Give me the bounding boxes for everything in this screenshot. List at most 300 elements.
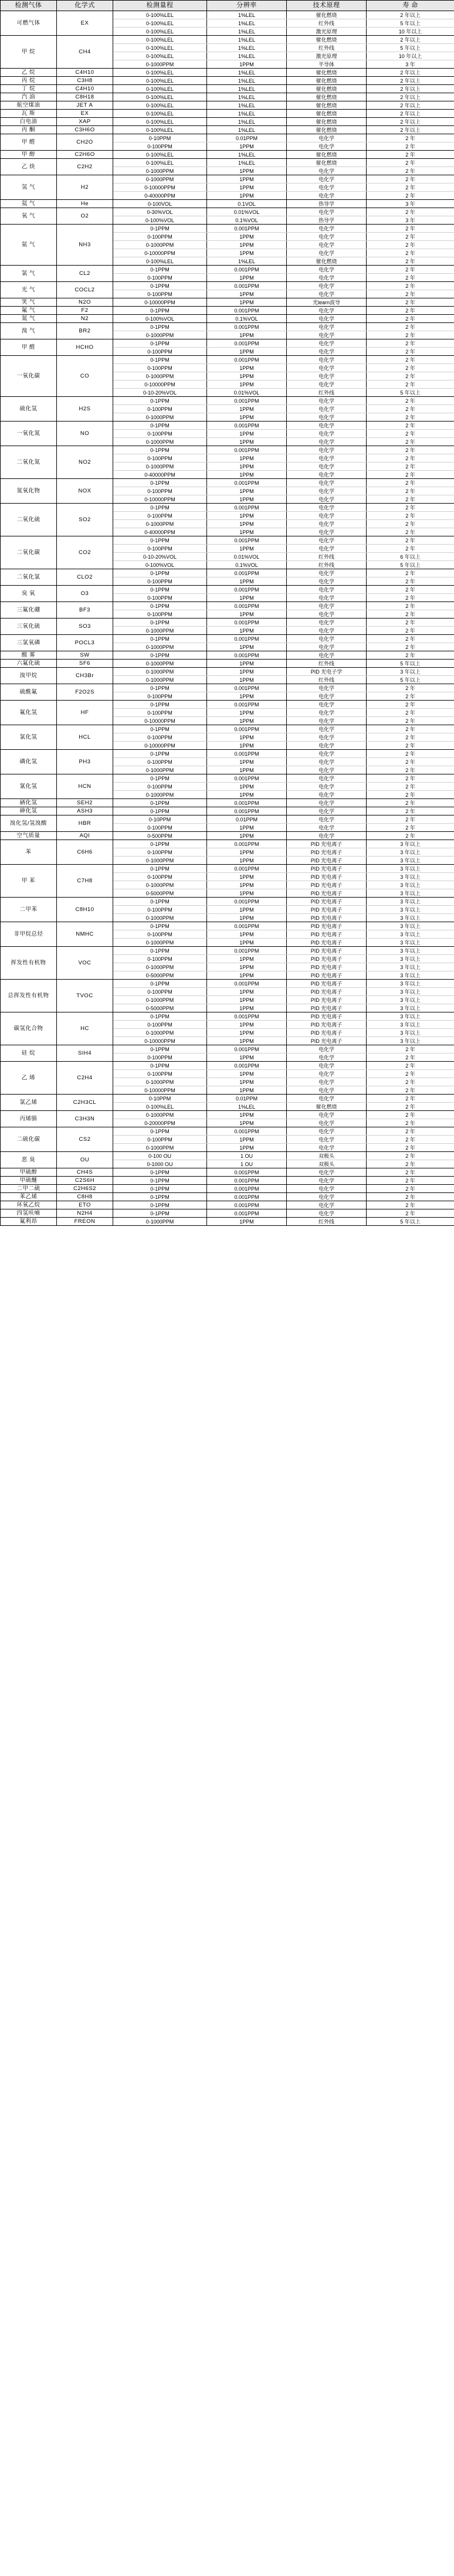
cell-technology: 电化学 [287, 799, 367, 807]
cell-technology: 激光原理 [287, 28, 367, 36]
cell-resolution: 1%LEL [207, 77, 287, 85]
cell-life: 2 年 [367, 545, 454, 553]
cell-life: 2 年 [367, 274, 454, 282]
cell-resolution: 1%LEL [207, 159, 287, 167]
cell-resolution: 1%LEL [207, 36, 287, 44]
cell-life: 2 年 [367, 225, 454, 233]
cell-resolution: 1PPM [207, 1004, 287, 1012]
table-row [1, 323, 454, 331]
cell-resolution: 1PPM [207, 643, 287, 651]
cell-gas-name: 硫化氢 [1, 397, 57, 422]
cell-technology: 电化学 [287, 1095, 367, 1103]
cell-range: 0-40000PPM [113, 528, 207, 536]
cell-technology: PID 光电离子 [287, 865, 367, 873]
cell-range: 0-100PPM [113, 988, 207, 996]
cell-life: 2 年 [367, 1070, 454, 1078]
cell-chemical-formula: PH3 [57, 750, 113, 774]
cell-range: 0-40000PPM [113, 192, 207, 200]
cell-gas-name: 一氧化氮 [1, 422, 57, 446]
cell-resolution: 0.001PPM [207, 339, 287, 348]
cell-chemical-formula: CH4S [57, 1168, 113, 1177]
column-header-gas: 检测气体 [1, 1, 57, 11]
cell-life: 2 年 [367, 356, 454, 364]
table-row [1, 865, 454, 873]
cell-resolution: 1 OU [207, 1160, 287, 1168]
cell-gas-name: 航空煤油 [1, 101, 57, 110]
cell-technology: PID 光电离子 [287, 840, 367, 848]
cell-range: 0-1000PPM [113, 463, 207, 471]
cell-life: 3 年以上 [367, 930, 454, 939]
cell-range: 0-100%LEL [113, 36, 207, 44]
cell-range: 0-100%LEL [113, 257, 207, 266]
cell-resolution: 1PPM [207, 627, 287, 635]
cell-resolution: 1PPM [207, 495, 287, 504]
cell-resolution: 0.001PPM [207, 1193, 287, 1201]
cell-range: 0-100PPM [113, 692, 207, 701]
cell-resolution: 1PPM [207, 857, 287, 865]
cell-resolution: 1%LEL [207, 52, 287, 60]
cell-technology: 红外线 [287, 389, 367, 397]
cell-life: 2 年 [367, 799, 454, 807]
cell-resolution: 1PPM [207, 192, 287, 200]
gas-sensor-spec-table [0, 0, 454, 1226]
cell-resolution: 1PPM [207, 660, 287, 668]
cell-life: 2 年 [367, 463, 454, 471]
cell-range: 0-100%VOL [113, 561, 207, 569]
cell-life: 3 年以上 [367, 914, 454, 922]
cell-range: 0-1PPM [113, 799, 207, 807]
cell-range: 0-5000PPM [113, 889, 207, 898]
cell-technology: 电化学 [287, 627, 367, 635]
cell-technology: PID 光电离子 [287, 889, 367, 898]
cell-resolution: 1%LEL [207, 44, 287, 52]
table-row [1, 1218, 454, 1226]
cell-life: 3 年以上 [367, 873, 454, 881]
cell-resolution: 1PPM [207, 528, 287, 536]
cell-resolution: 1%LEL [207, 101, 287, 110]
cell-range: 0-20000PPM [113, 1119, 207, 1127]
cell-technology: 电化学 [287, 1193, 367, 1201]
cell-range: 0-100PPM [113, 1021, 207, 1029]
cell-life: 2 年以上 [367, 85, 454, 93]
cell-life: 2 年 [367, 241, 454, 249]
cell-chemical-formula: EX [57, 11, 113, 36]
cell-range: 0-100%LEL [113, 151, 207, 159]
cell-life: 2 年以上 [367, 101, 454, 110]
cell-life: 2 年 [367, 602, 454, 610]
cell-range: 0-100%LEL [113, 118, 207, 126]
cell-life: 2 年 [367, 1152, 454, 1160]
cell-life: 2 年 [367, 1168, 454, 1177]
cell-resolution: 0.001PPM [207, 774, 287, 783]
cell-life: 2 年以上 [367, 126, 454, 134]
cell-gas-name: 总挥发性有机物 [1, 980, 57, 1012]
cell-technology: 催化燃烧 [287, 101, 367, 110]
cell-life: 3 年以上 [367, 939, 454, 947]
cell-range: 0-100PPM [113, 610, 207, 618]
cell-range: 0-1PPM [113, 898, 207, 906]
cell-resolution: 1PPM [207, 889, 287, 898]
cell-resolution: 1%LEL [207, 110, 287, 118]
column-header-resolution: 分辨率 [207, 1, 287, 11]
table-row [1, 1062, 454, 1070]
cell-range: 0-1000PPM [113, 1144, 207, 1152]
cell-technology: 电化学 [287, 725, 367, 733]
cell-range: 0-1000PPM [113, 627, 207, 635]
cell-technology: 电化学 [287, 651, 367, 660]
cell-resolution: 1PPM [207, 512, 287, 520]
cell-range: 0-100%LEL [113, 1103, 207, 1111]
cell-resolution: 1PPM [207, 142, 287, 151]
cell-technology: 电化学 [287, 1111, 367, 1119]
cell-range: 0-1PPM [113, 479, 207, 487]
cell-resolution: 0.001PPM [207, 1209, 287, 1218]
table-row [1, 980, 454, 988]
cell-chemical-formula: C2H4 [57, 1062, 113, 1095]
cell-resolution: 1PPM [207, 742, 287, 750]
cell-gas-name: 碳氢化合物 [1, 1012, 57, 1045]
cell-resolution: 1PPM [207, 610, 287, 618]
cell-life: 2 年 [367, 192, 454, 200]
cell-chemical-formula: CH4 [57, 36, 113, 69]
cell-chemical-formula: C3H6O [57, 126, 113, 134]
cell-resolution: 0.01%VOL [207, 389, 287, 397]
cell-technology: 电化学 [287, 430, 367, 438]
cell-range: 0-1000PPM [113, 520, 207, 528]
cell-life: 3 年以上 [367, 857, 454, 865]
cell-life: 2 年 [367, 742, 454, 750]
cell-technology: 电化学 [287, 1209, 367, 1218]
cell-range: 0-1PPM [113, 651, 207, 660]
cell-life: 2 年 [367, 610, 454, 618]
cell-technology: 电化学 [287, 446, 367, 454]
cell-life: 2 年 [367, 405, 454, 413]
cell-resolution: 0.001PPM [207, 479, 287, 487]
cell-resolution: 1PPM [207, 463, 287, 471]
cell-chemical-formula: C4H10 [57, 85, 113, 93]
table-row [1, 77, 454, 85]
cell-chemical-formula: HCHO [57, 339, 113, 356]
cell-life: 2 年 [367, 709, 454, 717]
cell-resolution: 1PPM [207, 520, 287, 528]
cell-gas-name: 酸 雾 [1, 651, 57, 660]
cell-life: 2 年 [367, 339, 454, 348]
cell-chemical-formula: NO2 [57, 446, 113, 479]
cell-resolution: 0.001PPM [207, 947, 287, 955]
cell-range: 0-100%LEL [113, 101, 207, 110]
cell-life: 2 年 [367, 1078, 454, 1086]
cell-gas-name: 乙 烷 [1, 69, 57, 77]
cell-resolution: 1PPM [207, 848, 287, 857]
table-row [1, 1168, 454, 1177]
cell-resolution: 1PPM [207, 380, 287, 389]
cell-range: 0-1PPM [113, 1168, 207, 1177]
cell-range: 0-1000PPM [113, 438, 207, 446]
cell-range: 0-100PPM [113, 430, 207, 438]
cell-resolution: 1%LEL [207, 11, 287, 19]
cell-range: 0-1PPM [113, 1127, 207, 1136]
cell-life: 2 年 [367, 487, 454, 495]
cell-life: 3 年以上 [367, 898, 454, 906]
cell-life: 2 年 [367, 684, 454, 692]
cell-range: 0-100PPM [113, 274, 207, 282]
cell-resolution: 0.01%VOL [207, 208, 287, 216]
cell-range: 0-1000PPM [113, 167, 207, 175]
cell-gas-name: 氟 气 [1, 307, 57, 315]
cell-technology: 电化学 [287, 733, 367, 742]
cell-gas-name: 甲 苯 [1, 865, 57, 898]
cell-technology: PID 光电离子 [287, 955, 367, 963]
table-row [1, 151, 454, 159]
cell-technology: 红外线 [287, 44, 367, 52]
cell-range: 0-100PPM [113, 783, 207, 791]
cell-chemical-formula: C3H8 [57, 77, 113, 85]
cell-range: 0-1000PPM [113, 914, 207, 922]
cell-chemical-formula: NH3 [57, 225, 113, 266]
cell-chemical-formula: CH3Br [57, 668, 113, 684]
cell-technology: 红外线 [287, 19, 367, 28]
cell-technology: PID 光电离子 [287, 939, 367, 947]
cell-life: 2 年 [367, 766, 454, 774]
cell-resolution: 0.001PPM [207, 1168, 287, 1177]
cell-range: 0-1000PPM [113, 963, 207, 971]
cell-gas-name: 甲硫醇 [1, 1168, 57, 1177]
cell-resolution: 1PPM [207, 1136, 287, 1144]
cell-technology: 红外线 [287, 561, 367, 569]
cell-gas-name: 臭 氧 [1, 586, 57, 602]
cell-technology: 电化学 [287, 618, 367, 627]
table-row [1, 1201, 454, 1209]
cell-technology: PID 光电离子 [287, 922, 367, 930]
cell-life: 2 年 [367, 1193, 454, 1201]
cell-resolution: 0.001PPM [207, 807, 287, 815]
cell-life: 2 年 [367, 397, 454, 405]
cell-range: 0-1PPM [113, 947, 207, 955]
cell-life: 3 年以上 [367, 668, 454, 676]
cell-gas-name: 氰化氢 [1, 774, 57, 799]
cell-gas-name: 砷化氢 [1, 807, 57, 815]
cell-resolution: 0.001PPM [207, 282, 287, 290]
cell-technology: 催化燃烧 [287, 93, 367, 101]
cell-life: 3 年以上 [367, 889, 454, 898]
cell-range: 0-1000PPM [113, 996, 207, 1004]
cell-gas-name: 笑 气 [1, 298, 57, 307]
cell-technology: PID 光电离子 [287, 1021, 367, 1029]
cell-range: 0-10000PPM [113, 742, 207, 750]
cell-chemical-formula: N2O [57, 298, 113, 307]
table-row [1, 807, 454, 815]
cell-chemical-formula: C4H10 [57, 69, 113, 77]
cell-resolution: 1PPM [207, 438, 287, 446]
cell-range: 0-40000PPM [113, 471, 207, 479]
cell-gas-name: 甲 醛 [1, 339, 57, 356]
cell-range: 0-100PPM [113, 594, 207, 602]
cell-technology: 电化学 [287, 380, 367, 389]
cell-life: 2 年 [367, 430, 454, 438]
cell-range: 0-1PPM [113, 1209, 207, 1218]
cell-life: 2 年 [367, 298, 454, 307]
cell-resolution: 0.1%VOL [207, 315, 287, 323]
cell-resolution: 0.01PPM [207, 815, 287, 824]
cell-technology: 电化学 [287, 742, 367, 750]
cell-technology: PID 光电离子 [287, 963, 367, 971]
cell-technology: 电化学 [287, 1136, 367, 1144]
cell-technology: 电化学 [287, 774, 367, 783]
cell-resolution: 0.001PPM [207, 980, 287, 988]
cell-technology: 电化学 [287, 274, 367, 282]
cell-range: 0-100PPM [113, 454, 207, 463]
cell-chemical-formula: ETO [57, 1201, 113, 1209]
cell-technology: PID 光电离子 [287, 906, 367, 914]
cell-technology: 热导学 [287, 200, 367, 208]
cell-gas-name: 二氧化碳 [1, 536, 57, 569]
cell-resolution: 1PPM [207, 758, 287, 766]
cell-chemical-formula: JET A [57, 101, 113, 110]
cell-resolution: 1PPM [207, 963, 287, 971]
cell-chemical-formula: CH2O [57, 134, 113, 151]
cell-gas-name: 六氟化硫 [1, 660, 57, 668]
cell-chemical-formula: C2H6O [57, 151, 113, 159]
cell-technology: 电化学 [287, 1078, 367, 1086]
cell-range: 0-100PPM [113, 512, 207, 520]
table-row [1, 315, 454, 323]
cell-resolution: 0.001PPM [207, 651, 287, 660]
cell-gas-name: 氟化氢 [1, 701, 57, 725]
cell-technology: 电化学 [287, 307, 367, 315]
cell-resolution: 0.1%VOL [207, 561, 287, 569]
cell-life: 2 年 [367, 520, 454, 528]
cell-resolution: 0.001PPM [207, 1062, 287, 1070]
cell-gas-name: 氯化氢 [1, 725, 57, 750]
cell-range: 0-1PPM [113, 504, 207, 512]
cell-resolution: 0.001PPM [207, 618, 287, 627]
cell-range: 0-100PPM [113, 1136, 207, 1144]
cell-life: 2 年 [367, 692, 454, 701]
cell-resolution: 1PPM [207, 791, 287, 799]
table-row [1, 1209, 454, 1218]
cell-life: 2 年 [367, 307, 454, 315]
cell-technology: 催化燃烧 [287, 110, 367, 118]
cell-range: 0-1PPM [113, 1045, 207, 1053]
cell-gas-name: 氧 气 [1, 208, 57, 225]
cell-life: 2 年 [367, 208, 454, 216]
cell-gas-name: 二氧化硫 [1, 504, 57, 536]
cell-life: 5 年以上 [367, 389, 454, 397]
cell-resolution: 1PPM [207, 430, 287, 438]
cell-range: 0-10000PPM [113, 298, 207, 307]
cell-life: 3 年以上 [367, 840, 454, 848]
cell-gas-name: 氟利昂 [1, 1218, 57, 1226]
cell-range: 0-100PPM [113, 364, 207, 372]
cell-gas-name: 乙 烯 [1, 1062, 57, 1095]
cell-life: 2 年以上 [367, 118, 454, 126]
cell-gas-name: 硫酰氟 [1, 684, 57, 701]
cell-resolution: 1PPM [207, 241, 287, 249]
cell-life: 2 年 [367, 1119, 454, 1127]
cell-life: 3 年以上 [367, 947, 454, 955]
cell-range: 0-100%LEL [113, 110, 207, 118]
cell-life: 2 年 [367, 151, 454, 159]
cell-life: 2 年 [367, 257, 454, 266]
cell-technology: 电化学 [287, 397, 367, 405]
cell-resolution: 1PPM [207, 290, 287, 298]
cell-chemical-formula: C3H3N [57, 1111, 113, 1127]
cell-technology: 双极头 [287, 1152, 367, 1160]
cell-life: 3 年以上 [367, 848, 454, 857]
cell-range: 0-100%LEL [113, 69, 207, 77]
cell-range: 0-1PPM [113, 602, 207, 610]
cell-life: 2 年 [367, 315, 454, 323]
cell-resolution: 1%LEL [207, 28, 287, 36]
cell-life: 2 年 [367, 422, 454, 430]
cell-life: 2 年 [367, 1095, 454, 1103]
cell-technology: PID 光电子学 [287, 668, 367, 676]
cell-life: 2 年 [367, 725, 454, 733]
cell-range: 0-100%LEL [113, 19, 207, 28]
cell-life: 2 年 [367, 643, 454, 651]
cell-life: 2 年以上 [367, 110, 454, 118]
cell-resolution: 1PPM [207, 1037, 287, 1045]
cell-technology: PID 光电离子 [287, 914, 367, 922]
cell-resolution: 1PPM [207, 545, 287, 553]
cell-range: 0-1PPM [113, 397, 207, 405]
cell-technology: 电化学 [287, 602, 367, 610]
cell-life: 2 年 [367, 512, 454, 520]
cell-technology: 电化学 [287, 315, 367, 323]
cell-resolution: 1PPM [207, 274, 287, 282]
cell-technology: PID 光电离子 [287, 857, 367, 865]
cell-life: 3 年以上 [367, 980, 454, 988]
cell-resolution: 1PPM [207, 930, 287, 939]
cell-resolution: 1PPM [207, 873, 287, 881]
cell-resolution: 1PPM [207, 1119, 287, 1127]
cell-technology: 电化学 [287, 1144, 367, 1152]
cell-range: 0-100PPM [113, 142, 207, 151]
cell-chemical-formula: O3 [57, 586, 113, 602]
cell-technology: PID 光电离子 [287, 848, 367, 857]
cell-resolution: 1PPM [207, 881, 287, 889]
cell-life: 2 年 [367, 733, 454, 742]
cell-resolution: 1PPM [207, 676, 287, 684]
cell-technology: PID 光电离子 [287, 898, 367, 906]
cell-technology: 电化学 [287, 495, 367, 504]
cell-resolution: 1PPM [207, 709, 287, 717]
cell-chemical-formula: C7H8 [57, 865, 113, 898]
cell-range: 0-1PPM [113, 307, 207, 315]
cell-technology: 电化学 [287, 134, 367, 142]
cell-range: 0-100VOL [113, 200, 207, 208]
cell-range: 0-1000PPM [113, 766, 207, 774]
cell-life: 2 年 [367, 380, 454, 389]
cell-resolution: 0.001PPM [207, 266, 287, 274]
cell-range: 0-100PPM [113, 906, 207, 914]
cell-chemical-formula: EX [57, 110, 113, 118]
cell-range: 0-1PPM [113, 725, 207, 733]
cell-gas-name: 二氧化氮 [1, 446, 57, 479]
cell-chemical-formula: CL2 [57, 266, 113, 282]
cell-technology: PID 光电离子 [287, 1012, 367, 1021]
table-row [1, 1111, 454, 1119]
cell-range: 0-1PPM [113, 840, 207, 848]
cell-resolution: 1PPM [207, 331, 287, 339]
cell-chemical-formula: POCL3 [57, 635, 113, 651]
cell-technology: 电化学 [287, 241, 367, 249]
cell-gas-name: 环氧乙烷 [1, 1201, 57, 1209]
cell-technology: 激光原理 [287, 52, 367, 60]
cell-resolution: 1PPM [207, 824, 287, 832]
cell-technology: 电化学 [287, 545, 367, 553]
cell-range: 0-100PPM [113, 405, 207, 413]
